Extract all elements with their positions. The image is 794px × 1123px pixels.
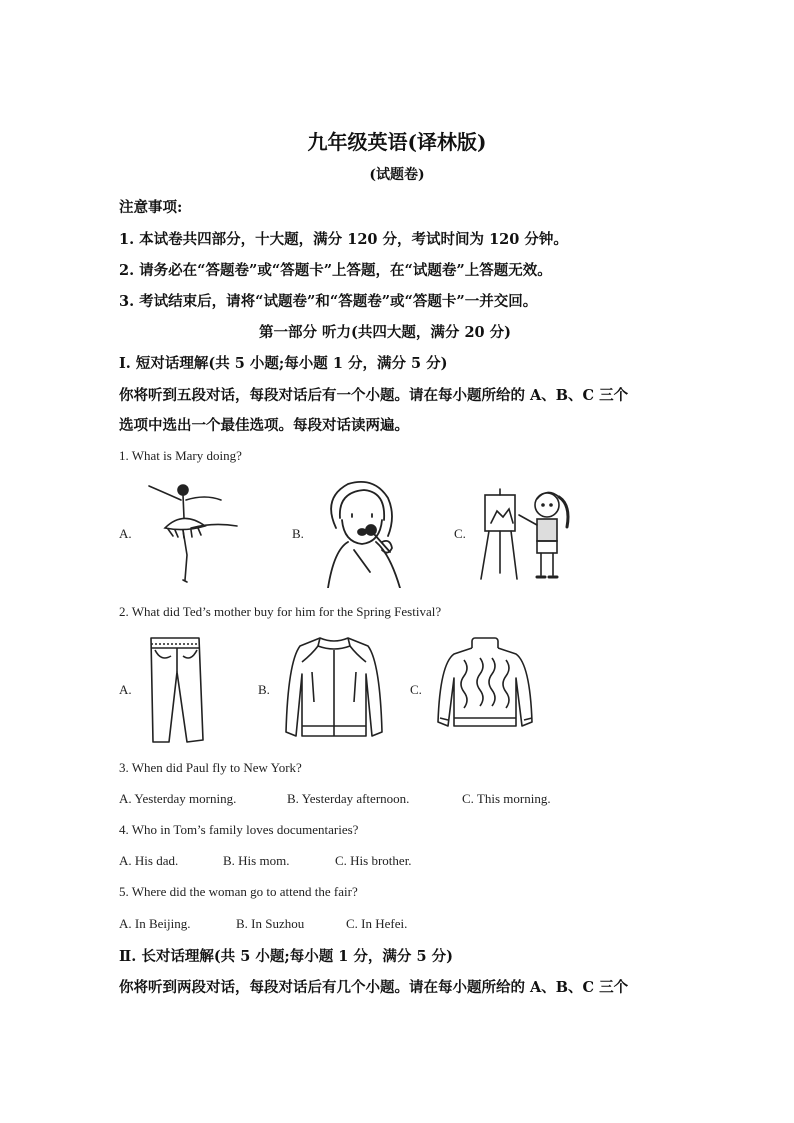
section1-instruction: 你将听到五段对话，每段对话后有一个小题。请在每小题所给的 A、B、C 三个	[119, 387, 629, 404]
option-a: A. Yesterday morning.	[119, 791, 237, 806]
option-c-label: C.	[454, 526, 466, 541]
option-c-label: C.	[410, 682, 422, 697]
knit-sweater-icon	[434, 634, 534, 740]
page-subtitle: (试题卷)	[369, 167, 425, 183]
question-5-text: 5. Where did the woman go to attend the fair?	[119, 884, 358, 899]
section2-heading: Ⅱ. 长对话理解(共 5 小题;每小题 1 分，满分 5 分)	[119, 948, 453, 965]
option-a-label: A.	[119, 526, 132, 541]
question-1-text: 1. What is Mary doing?	[119, 448, 242, 463]
notes-heading: 注意事项:	[119, 199, 183, 216]
part1-heading: 第一部分 听力(共四大题，满分 20 分)	[259, 324, 512, 341]
option-c: C. In Hefei.	[346, 916, 408, 931]
girl-singing-with-microphone-icon	[318, 478, 410, 588]
option-a: A. His dad.	[119, 853, 179, 868]
option-b-label: B.	[258, 682, 270, 697]
note-item: 2. 请务必在“答题卷”或“答题卡”上答题，在“试题卷”上答题无效。	[119, 262, 552, 279]
zip-jacket-icon	[282, 632, 386, 744]
section1-heading: Ⅰ. 短对话理解(共 5 小题;每小题 1 分，满分 5 分)	[119, 355, 448, 372]
option-b: B. In Suzhou	[236, 916, 305, 931]
option-a: A. In Beijing.	[119, 916, 191, 931]
jeans-icon	[141, 636, 217, 744]
ballet-dancer-icon	[143, 480, 243, 585]
question-3-text: 3. When did Paul fly to New York?	[119, 760, 302, 775]
section2-instruction: 你将听到两段对话，每段对话后有几个小题。请在每小题所给的 A、B、C 三个	[119, 979, 629, 996]
option-b-label: B.	[292, 526, 304, 541]
note-item: 1. 本试卷共四部分，十大题，满分 120 分，考试时间为 120 分钟。	[119, 231, 568, 248]
option-c: C. His brother.	[335, 853, 412, 868]
section1-instruction: 选项中选出一个最佳选项。每段对话读两遍。	[119, 417, 409, 434]
option-b: B. His mom.	[223, 853, 290, 868]
option-b: B. Yesterday afternoon.	[287, 791, 410, 806]
girl-painting-at-easel-icon	[475, 483, 580, 583]
note-item: 3. 考试结束后，请将“试题卷”和“答题卷”或“答题卡”一并交回。	[119, 293, 538, 310]
option-c: C. This morning.	[462, 791, 551, 806]
page-title: 九年级英语(译林版)	[307, 130, 487, 154]
question-4-text: 4. Who in Tom’s family loves documentaries?	[119, 822, 359, 837]
question-2-text: 2. What did Ted’s mother buy for him for the Spring Festival?	[119, 604, 442, 619]
option-a-label: A.	[119, 682, 132, 697]
